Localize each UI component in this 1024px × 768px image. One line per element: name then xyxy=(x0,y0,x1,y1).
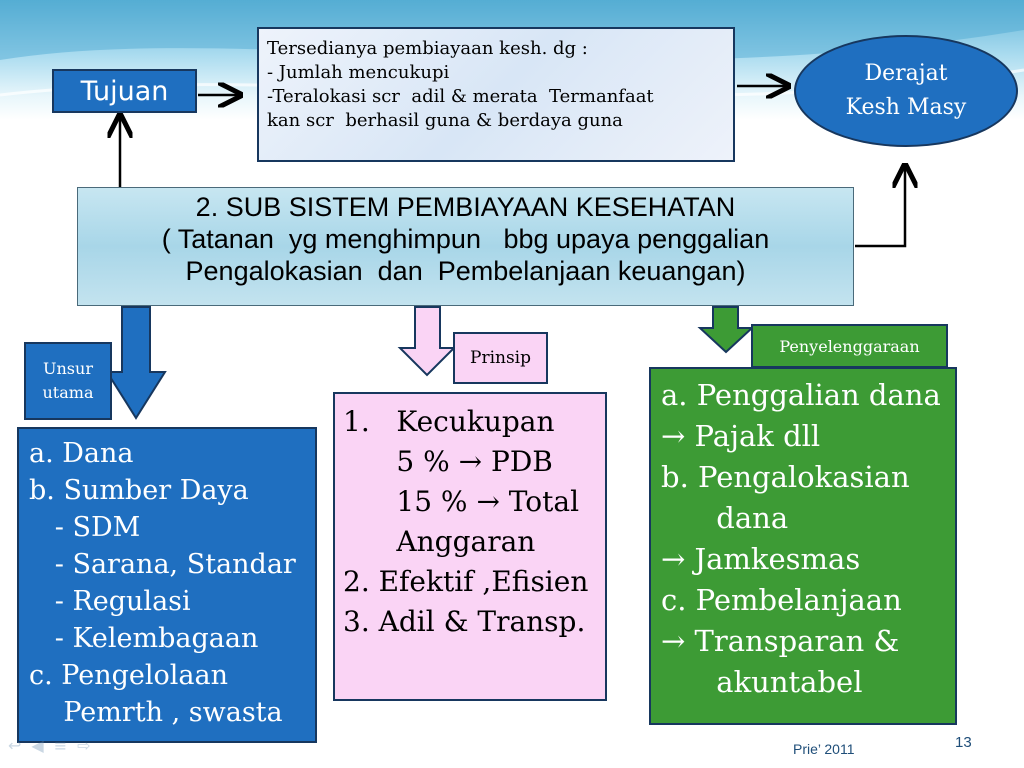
unsur-item: - Sarana, Standar xyxy=(29,549,296,580)
unsur-item: - Kelembagaan xyxy=(29,623,259,654)
prinsip-text: Prinsip xyxy=(470,348,531,368)
derajat-line: Kesh Masy xyxy=(845,95,967,120)
penyelenggaraan-label xyxy=(751,324,948,368)
nav-menu-icon[interactable]: ≡ xyxy=(53,736,68,755)
slide-nav[interactable] xyxy=(8,736,91,755)
penyelenggaraan-item: → Jamkesmas xyxy=(661,542,861,576)
prinsip-item: 5 % → PDB xyxy=(343,445,553,478)
subsistem-box xyxy=(77,187,854,306)
down-arrow-pink xyxy=(400,307,454,375)
penyelenggaraan-item: b. Pengalokasian xyxy=(661,460,910,494)
unsur-line: utama xyxy=(42,383,94,402)
unsur-item: c. Pengelolaan xyxy=(29,660,228,691)
prinsip-panel xyxy=(333,392,607,701)
footer-author: Prie’ 2011 xyxy=(793,741,855,757)
arrow-subsistem-to-derajat xyxy=(855,168,905,246)
down-arrow-green xyxy=(700,307,752,352)
unsur-item: b. Sumber Daya xyxy=(29,475,249,506)
unsur-utama-label xyxy=(24,342,112,420)
prinsip-label xyxy=(453,332,548,384)
subsistem-description: ( Tatanan yg menghimpun bbg upaya penggalian xyxy=(161,224,770,254)
tersedia-line: kan scr berhasil guna & berdaya guna xyxy=(267,110,623,131)
prinsip-item: 2. Efektif ,Efisien xyxy=(343,565,589,598)
nav-next-icon[interactable]: ⇨ xyxy=(77,736,91,755)
tujuan-label: Tujuan xyxy=(80,75,169,107)
penyelenggaraan-item: a. Penggalian dana xyxy=(661,378,941,412)
nav-back-icon[interactable]: ↩ xyxy=(8,736,22,755)
tersedia-line: -Teralokasi scr adil & merata Termanfaat xyxy=(267,86,654,107)
penyelenggaraan-item: → Transparan & xyxy=(661,624,900,658)
prinsip-item: 1. Kecukupan xyxy=(343,405,555,438)
tujuan-box xyxy=(52,69,197,113)
unsur-item: - SDM xyxy=(29,512,141,543)
derajat-line: Derajat xyxy=(864,61,948,86)
tersedia-box xyxy=(257,27,735,162)
penyelenggaraan-text: Penyelenggaraan xyxy=(779,336,920,356)
unsur-item: - Regulasi xyxy=(29,586,191,617)
derajat-ellipse xyxy=(794,35,1018,147)
penyelenggaraan-panel xyxy=(649,367,957,725)
penyelenggaraan-item: akuntabel xyxy=(661,665,863,699)
down-arrow-blue xyxy=(107,307,165,418)
unsur-utama-panel xyxy=(17,427,317,743)
tersedia-line: - Jumlah mencukupi xyxy=(267,62,450,83)
penyelenggaraan-item: → Pajak dll xyxy=(661,419,821,453)
unsur-item: Pemrth , swasta xyxy=(29,697,283,728)
penyelenggaraan-item: c. Pembelanjaan xyxy=(661,583,902,617)
prinsip-item: Anggaran xyxy=(343,525,536,558)
subsistem-description: Pengalokasian dan Pembelanjaan keuangan) xyxy=(185,256,746,286)
unsur-line: Unsur xyxy=(43,359,93,378)
unsur-item: a. Dana xyxy=(29,438,134,469)
tersedia-line: Tersedianya pembiayaan kesh. dg : xyxy=(267,38,588,59)
prinsip-item: 15 % → Total xyxy=(343,485,580,518)
penyelenggaraan-item: dana xyxy=(661,501,789,535)
subsistem-title: 2. SUB SISTEM PEMBIAYAAN KESEHATAN xyxy=(195,192,736,222)
page-number: 13 xyxy=(955,734,972,751)
prinsip-item: 3. Adil & Transp. xyxy=(343,605,586,638)
nav-prev-icon[interactable]: ◀ xyxy=(31,736,44,755)
